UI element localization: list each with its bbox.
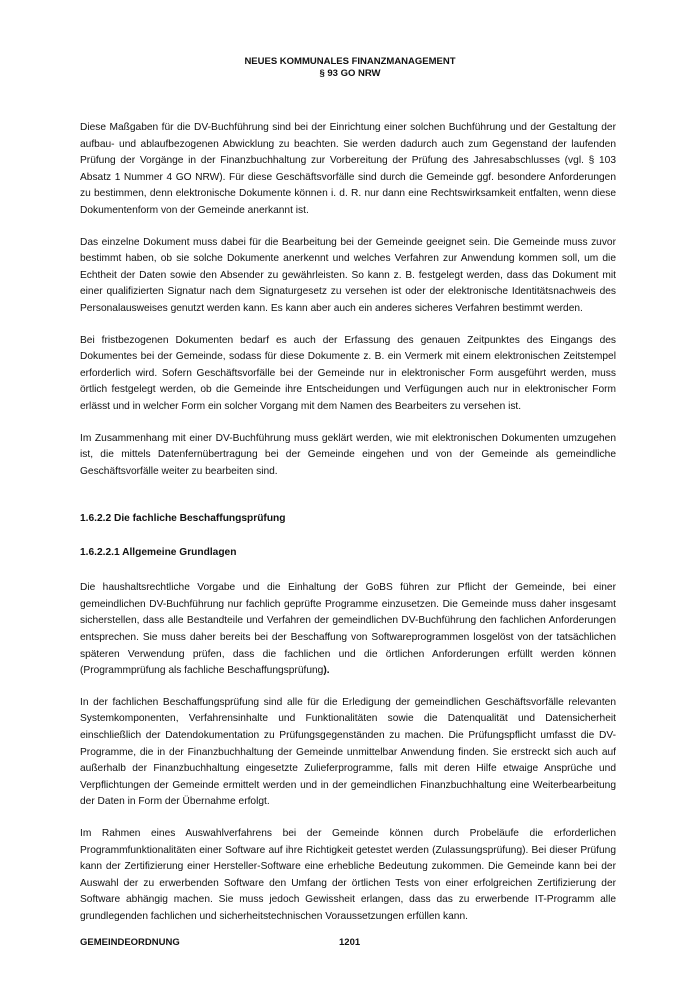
paragraph-5 xyxy=(80,580,616,680)
section-heading: 1.6.2.2 Die fachliche Beschaffungsprüfung xyxy=(80,513,286,525)
paragraph-1: Diese Maßgaben für die DV-Buchführung sind bei der Einrichtung einer solchen Buchführung und der Gestaltung der aufbau- und ablaufbezogenen Abwicklung zu beachten. Sie werden dadurch auch zum Gegenstand der laufenden Prüfung der Vorgänge in der Finanzbuchhaltung zur Vorbereitung der Prüfung des Jahresabschlusses (vgl. § 103 Absatz 1 Nummer 4 GO NRW). Für diese Geschäftsvorfälle sind durch die Gemeinde ggf. besondere Anforderungen zu bestimmen, denn elektronische Dokumente können i. d. R. nur dann eine Rechtswirksamkeit entfalten, wenn diese Dokumentenform von der Gemeinde anerkannt ist. xyxy=(80,122,616,216)
subsection-heading: 1.6.2.2.1 Allgemeine Grundlagen xyxy=(80,547,237,559)
page-number: 1201 xyxy=(339,937,361,948)
paragraph-3: Bei fristbezogenen Dokumenten bedarf es auch der Erfassung des genauen Zeitpunktes des Eingangs des Dokumentes bei der Gemeinde, sodass für diese Dokumente z. B. ein Vermerk mit einem elektronischen Zeitstempel erforderlich wird. Sofern Geschäftsvorfälle bei der Gemeinde nur in elektronischer Form ausgeführt werden, muss örtlich festgelegt werden, ob die Gemeinde ihre Entscheidungen und Verfügungen auch nur in elektronischer Form erlässt und in welcher Form ein solcher Vorgang mit dem Namen des Bearbeiters zu versehen ist. xyxy=(80,334,616,412)
paragraph-5-closing: ). xyxy=(323,665,330,677)
header-section: § 93 GO NRW xyxy=(319,68,381,79)
page-body xyxy=(80,120,616,941)
paragraph-4: Im Zusammenhang mit einer DV-Buchführung muss geklärt werden, wie mit elektronischen Dokumenten umzugehen ist, die mittels Datenfernübertragung bei der Gemeinde eingehen und von der Gemeinde als gemeindliche Geschäftsvorfälle weiter zu bearbeiten sind. xyxy=(80,432,616,477)
paragraph-2: Das einzelne Dokument muss dabei für die Bearbeitung bei der Gemeinde geeignet sein. Die Gemeinde muss zuvor bestimmt haben, ob sie solche Dokumente anerkennt und welches Verfahren zur Anwendung kommen soll, um die Echtheit der Daten sowie den Absender zu gewährleisten. So kann z. B. festgelegt werden, dass das Dokument mit einer qualifizierten Signatur nach dem Signaturgesetz zu versehen ist oder der elektronische Identitätsnachweis des Personalausweises genutzt werden kann. Es kann aber auch ein anderes sicheres Verfahren bestimmt werden. xyxy=(80,236,616,314)
page-header xyxy=(0,56,700,80)
paragraph-6: In der fachlichen Beschaffungsprüfung sind alle für die Erledigung der gemeindlichen Geschäftsvorfälle relevanten Systemkomponenten, Verfahrensinhalte und Funktionalitäten sowie die Datenqualität und Datensicherheit einschließlich der Datendokumentation zu Prüfungsgegenständen zu machen. Die Prüfungspflicht umfasst die DV-Programme, die in der Finanzbuchhaltung der Gemeinde unmittelbar Anwendung finden. Sie erstreckt sich auch auf außerhalb der Finanzbuchhaltung eingesetzte Zulieferprogramme, falls mit deren Hilfe etwaige Ansprüche und Verpflichtungen der Gemeinde ermittelt werden und in der gemeindlichen Finanzbuchhaltung eine Weiterbearbeitung der Daten in Form der Übernahme erfolgt. xyxy=(80,696,616,808)
footer-title: GEMEINDEORDNUNG xyxy=(80,937,180,948)
paragraph-7: Im Rahmen eines Auswahlverfahrens bei der Gemeinde können durch Probeläufe die erforderlichen Programmfunktionalitäten einer Software auf ihre Richtigkeit getestet werden (Zulassungsprüfung). Bei dieser Prüfung kann der Zertifizierung einer Hersteller-Software eine erhebliche Bedeutung zukommen. Die Gemeinde kann bei der Auswahl der zu erwerbenden Software den Umfang der örtlichen Tests von einer erfolgreichen Zertifizierung der Software abhängig machen. Sie muss jedoch Gewissheit erlangen, dass das zu erwerbende IT-Programm alle grundlegenden fachlichen und sicherheitstechnischen Voraussetzungen erfüllen kann. xyxy=(80,828,616,922)
header-title: NEUES KOMMUNALES FINANZMANAGEMENT xyxy=(244,56,456,67)
paragraph-5-text: Die haushaltsrechtliche Vorgabe und die Einhaltung der GoBS führen zur Pflicht der Gemeinde, bei einer gemeindlichen DV-Buchführung nur fachlich geprüfte Programme einzusetzen. Die Gemeinde muss daher insgesamt sicherstellen, dass alle Bestandteile und Verfahren der gemeindlichen DV-Buchführung den fachlichen Anforderungen entsprechen. Sie muss daher bereits bei der Beschaffung von Softwareprogrammen losgelöst von der tatsächlichen späteren Verwendung prüfen, dass die fachlichen und die örtlichen Anforderungen erfüllt werden können (Programmprüfung als fachliche Beschaffungsprüfung xyxy=(80,582,616,677)
